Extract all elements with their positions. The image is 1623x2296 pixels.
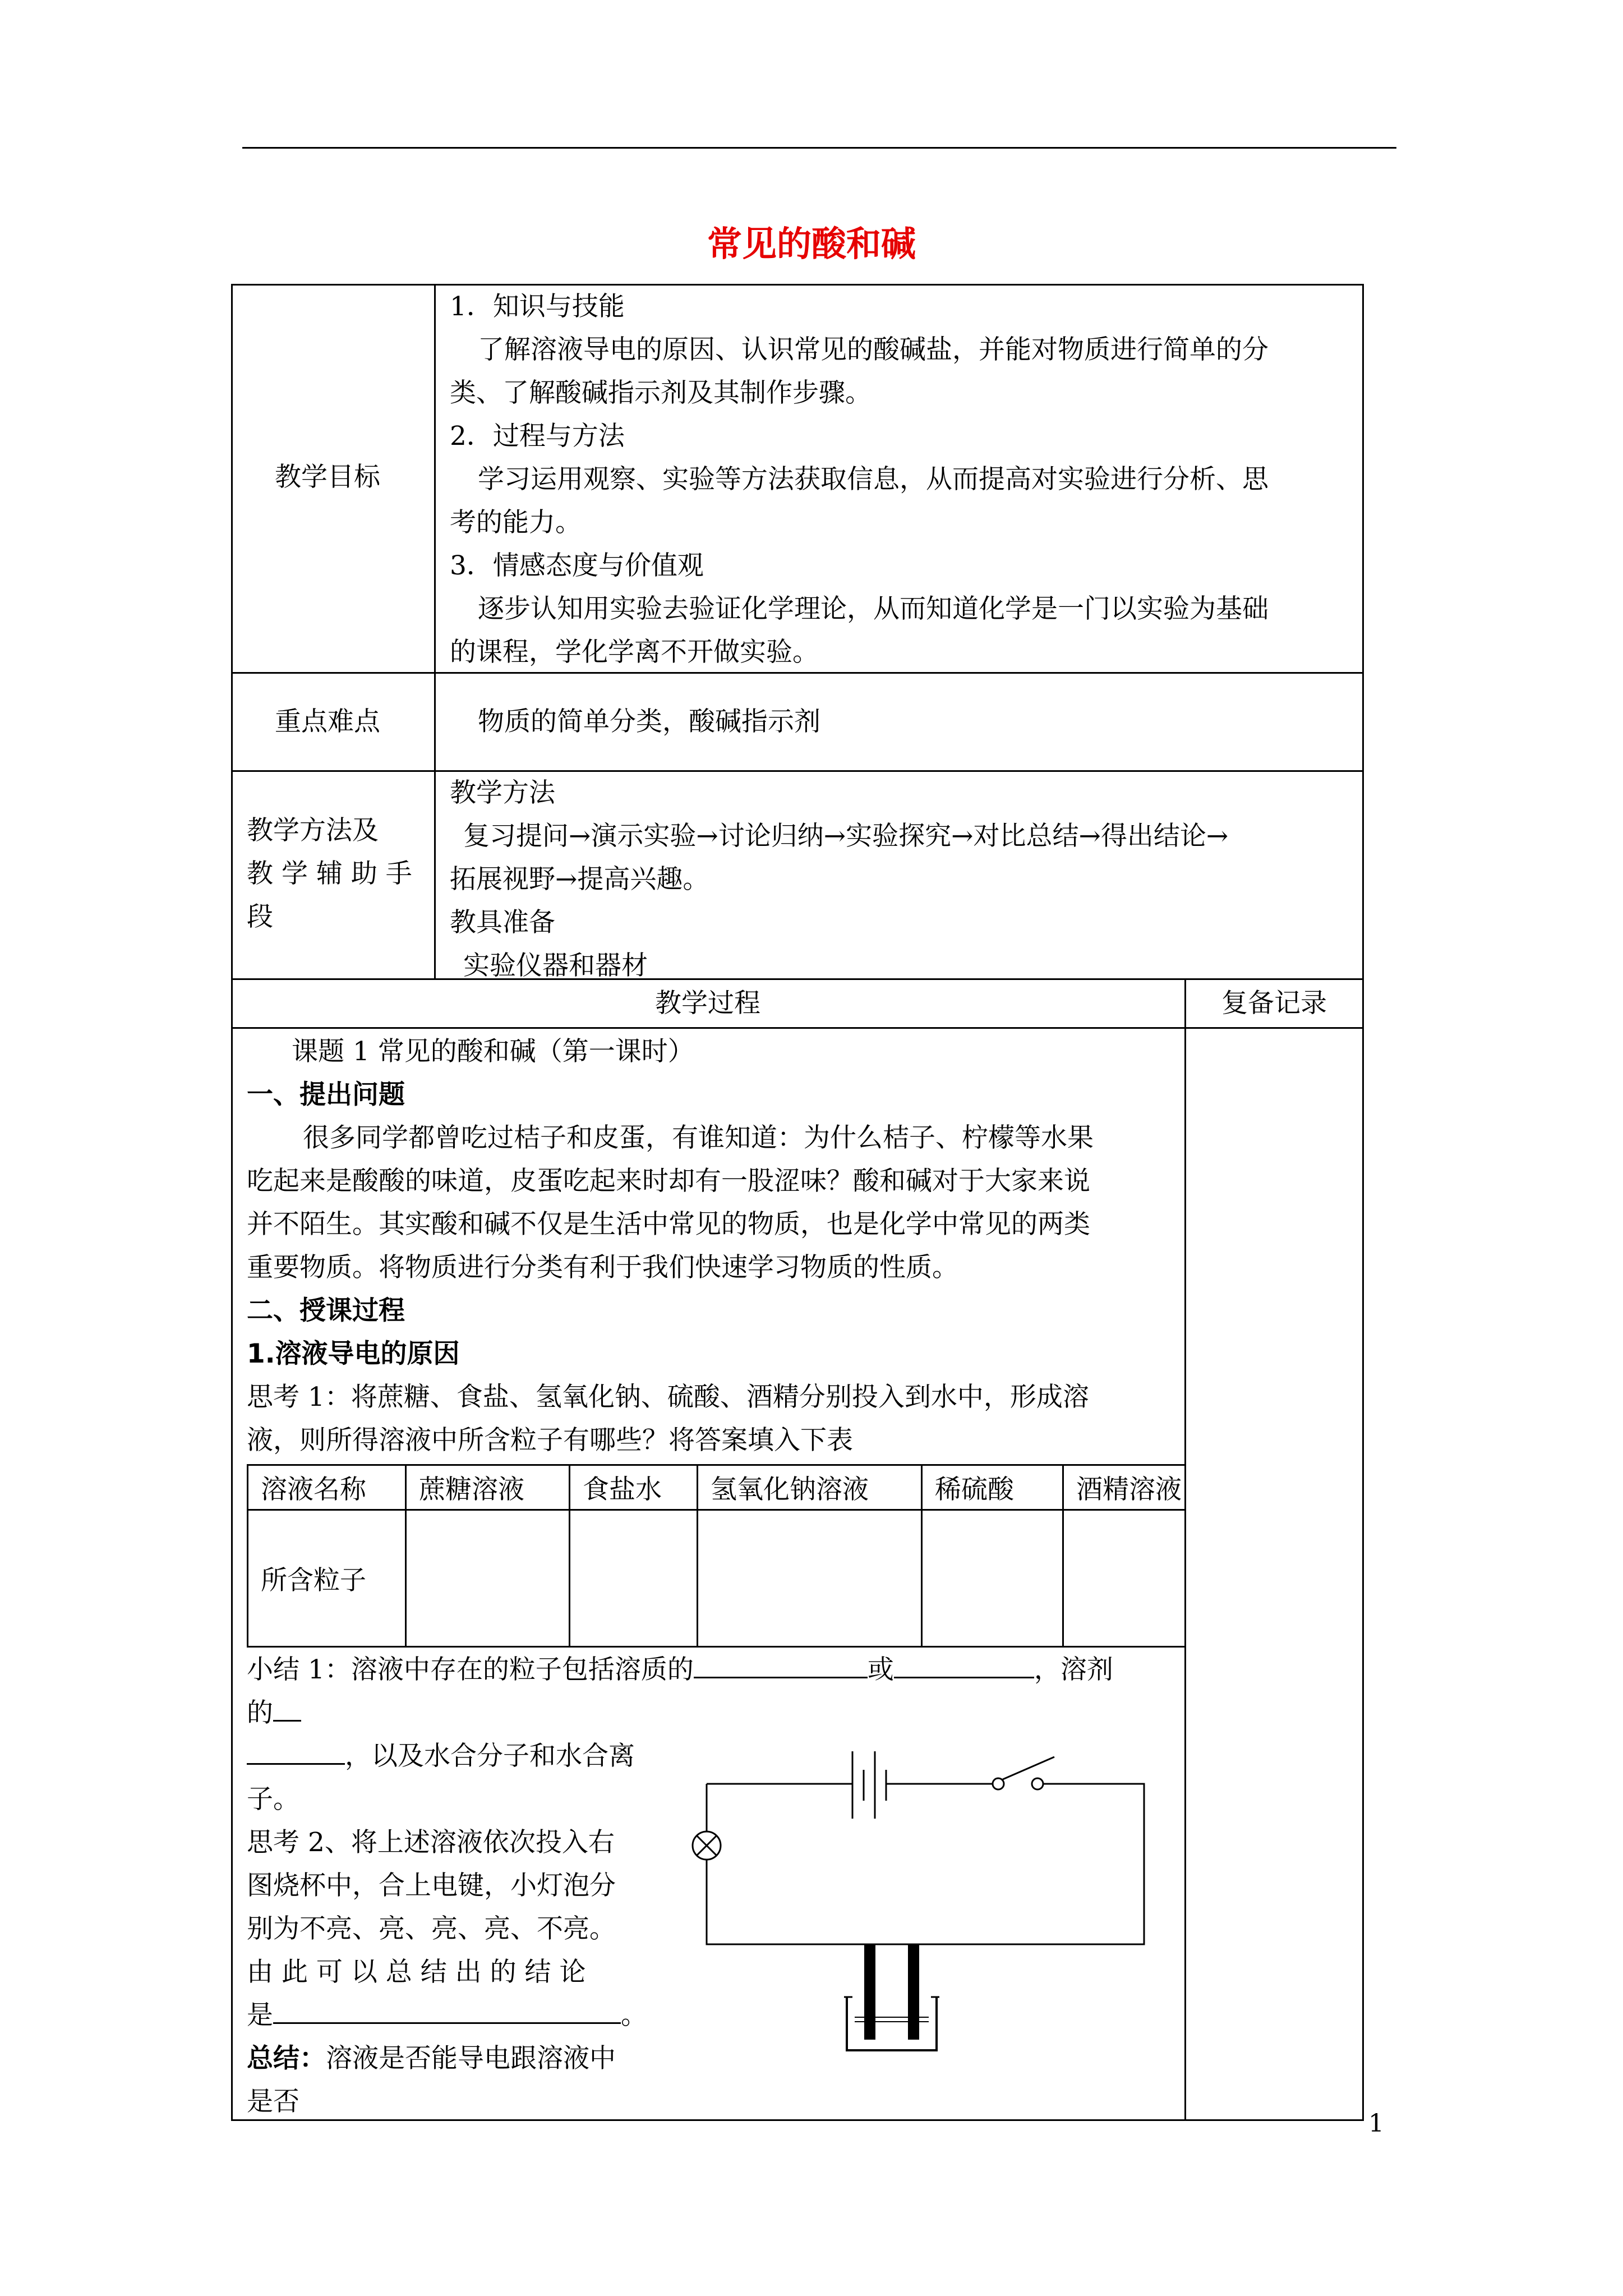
paragraph-line: 很多同学都曾吃过桔子和皮蛋，有谁知道：为什么桔子、柠檬等水果 — [303, 1122, 1094, 1153]
table-cell — [406, 1510, 570, 1647]
table-divider — [434, 284, 436, 979]
think2-line — [247, 1994, 647, 2037]
paragraph-line: 液，则所得溶液中所含粒子有哪些？将答案填入下表 — [247, 1425, 853, 1456]
fill-blank — [273, 1999, 621, 2024]
table-cell: 氢氧化钠溶液 — [698, 1465, 922, 1510]
method-line: 实验仪器和器材 — [463, 950, 648, 981]
goals-line: 学习运用观察、实验等方法获取信息，从而提高对实验进行分析、思 — [478, 464, 1269, 495]
table-divider — [231, 1027, 1364, 1029]
fill-blank — [273, 1696, 301, 1722]
think2-line: 别为不亮、亮、亮、亮、不亮。 — [247, 1913, 616, 1944]
subsection-heading: 1.溶液导电的原因 — [247, 1338, 460, 1369]
table-cell: 稀硫酸 — [922, 1465, 1063, 1510]
page-number: 1 — [1368, 2109, 1384, 2138]
goals-line: 的课程，学化学离不开做实验。 — [450, 637, 819, 668]
process-header: 教学过程 — [655, 988, 760, 1019]
table-cell — [570, 1510, 698, 1647]
electrode-icon — [908, 1944, 919, 2040]
goals-line: 2．过程与方法 — [450, 421, 625, 452]
switch-icon — [1003, 1757, 1054, 1779]
goals-line: 3．情感态度与价值观 — [450, 550, 704, 581]
section-heading: 一、提出问题 — [247, 1079, 405, 1110]
method-line: 拓展视野→提高兴趣。 — [450, 864, 709, 895]
key-label: 重点难点 — [275, 706, 380, 737]
fill-blank — [247, 1740, 345, 1765]
table-cell: 酒精溶液 — [1063, 1465, 1185, 1510]
paragraph-line: 并不陌生。其实酸和碱不仅是生活中常见的物质，也是化学中常见的两类 — [247, 1209, 1090, 1240]
think2-line: 图烧杯中，合上电键，小灯泡分 — [247, 1870, 616, 1901]
table-divider — [231, 770, 1364, 772]
goals-line: 考的能力。 — [450, 507, 582, 538]
table-cell: 蔗糖溶液 — [406, 1465, 570, 1510]
summary-line — [247, 1691, 301, 1734]
table-cell — [922, 1510, 1063, 1647]
table-cell — [698, 1510, 922, 1647]
method-label: 教学方法及 — [247, 815, 379, 846]
paragraph-line: 思考 1：将蔗糖、食盐、氢氧化钠、硫酸、酒精分别投入到水中，形成溶 — [247, 1382, 1089, 1412]
table-cell — [1063, 1510, 1185, 1647]
paragraph-line: 重要物质。将物质进行分类有利于我们快速学习物质的性质。 — [247, 1252, 958, 1283]
conclusion-line: 是否 — [247, 2086, 299, 2117]
page-title: 常见的酸和碱 — [707, 223, 916, 264]
key-text: 物质的简单分类，酸碱指示剂 — [478, 706, 820, 737]
method-line: 复习提问→演示实验→讨论归纳→实验探究→对比总结→得出结论→ — [463, 821, 1229, 852]
think2-text: 。 — [621, 2000, 647, 2031]
method-line: 教学方法 — [450, 777, 555, 808]
header-rule — [242, 147, 1396, 149]
switch-icon — [1032, 1778, 1043, 1789]
summary-text: ，以及水合分子和水合离 — [345, 1741, 635, 1772]
notes-header: 复备记录 — [1221, 988, 1327, 1019]
conclusion-label: 总结： — [247, 2043, 326, 2074]
goals-line: 逐步认知用实验去验证化学理论，从而知道化学是一门以实验为基础 — [478, 593, 1269, 624]
method-label: 段 — [247, 901, 273, 932]
paragraph-line: 吃起来是酸酸的味道，皮蛋吃起来时却有一股涩味？酸和碱对于大家来说 — [247, 1166, 1090, 1197]
summary-text: ，溶剂 — [1034, 1654, 1113, 1685]
section-heading: 二、授课过程 — [247, 1295, 405, 1326]
fill-blank — [894, 1653, 1034, 1678]
summary-line: 子。 — [247, 1784, 299, 1815]
table-cell: 溶液名称 — [248, 1465, 406, 1510]
think2-line: 由 此 可 以 总 结 出 的 结 论 — [247, 1957, 586, 1987]
goals-label: 教学目标 — [275, 462, 380, 493]
circuit-wire — [707, 1784, 1144, 1944]
summary-text: 或 — [867, 1654, 894, 1685]
think2-text: 是 — [247, 2000, 273, 2031]
method-label: 教 学 辅 助 手 — [247, 858, 412, 889]
think2-line: 思考 2、将上述溶液依次投入右 — [247, 1827, 615, 1858]
conclusion-text: 溶液是否能导电跟溶液中 — [326, 2043, 616, 2074]
fill-blank — [694, 1653, 868, 1678]
summary-line — [247, 1648, 1113, 1691]
lesson-subtitle: 课题 1 常见的酸和碱（第一课时） — [292, 1036, 694, 1067]
table-cell: 食盐水 — [570, 1465, 698, 1510]
table-cell: 所含粒子 — [248, 1510, 406, 1647]
summary-text: 的 — [247, 1697, 273, 1728]
goals-line: 1．知识与技能 — [450, 291, 625, 322]
summary-line — [247, 1734, 635, 1778]
goals-line: 类、了解酸碱指示剂及其制作步骤。 — [450, 378, 872, 408]
goals-line: 了解溶液导电的原因、认识常见的酸碱盐，并能对物质进行简单的分 — [478, 334, 1269, 365]
electrode-icon — [864, 1944, 875, 2040]
circuit-diagram — [667, 1717, 1161, 2053]
table-divider — [1184, 978, 1186, 2121]
conclusion-line — [247, 2037, 616, 2080]
summary-text: 小结 1：溶液中存在的粒子包括溶质的 — [247, 1654, 694, 1685]
method-line: 教具准备 — [450, 907, 555, 938]
solution-table — [247, 1464, 1184, 1648]
table-divider — [231, 978, 1364, 980]
switch-icon — [993, 1778, 1004, 1789]
beaker-icon — [847, 1997, 937, 2050]
